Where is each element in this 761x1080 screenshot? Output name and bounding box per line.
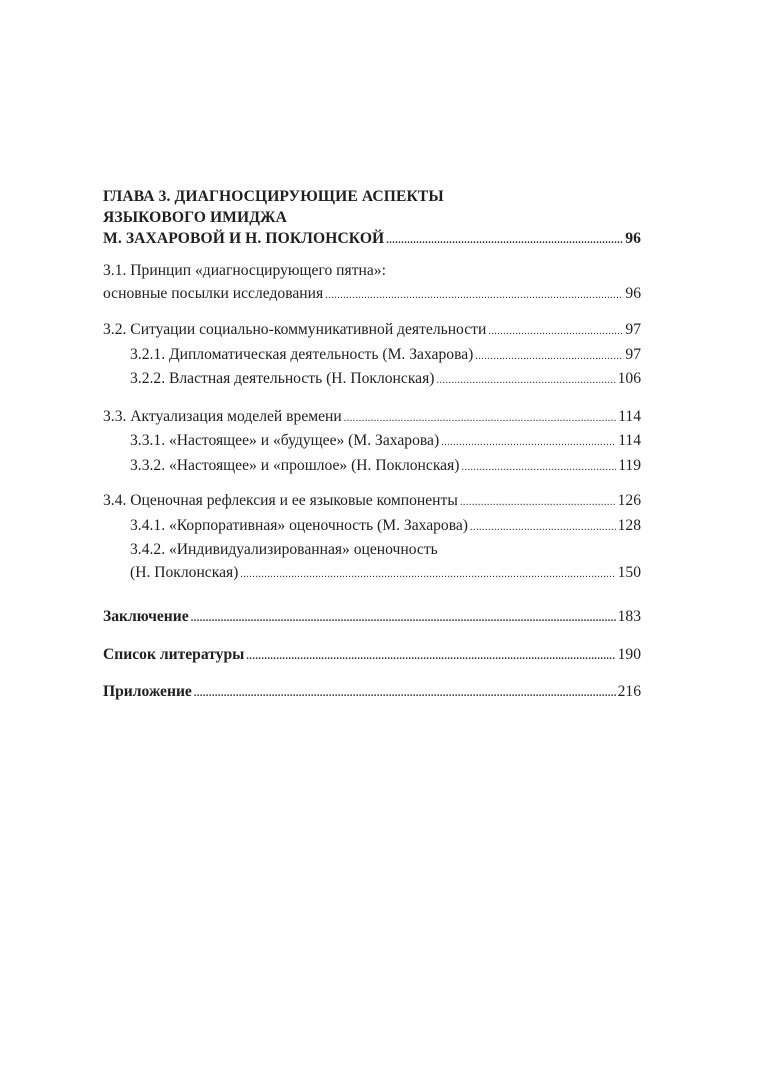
dot-leader bbox=[488, 321, 623, 344]
page-number: 106 bbox=[617, 370, 641, 387]
back-matter-title: Приложение bbox=[103, 683, 192, 700]
dot-leader bbox=[475, 346, 623, 369]
subsection-title: 3.4.1. «Корпоративная» оценочность (М. Захарова) bbox=[130, 516, 468, 534]
chapter-entry[interactable] bbox=[103, 228, 641, 251]
page-number: 96 bbox=[625, 284, 641, 302]
subsection-title: 3.2.1. Дипломатическая деятельность (М. Захарова) bbox=[130, 345, 474, 363]
page-number: 97 bbox=[625, 345, 641, 363]
section-3-4 bbox=[103, 490, 641, 586]
toc-subentry[interactable] bbox=[103, 539, 641, 586]
dot-leader bbox=[470, 517, 616, 540]
subsection-title: (Н. Поклонская) bbox=[130, 563, 239, 581]
back-matter-conclusion[interactable] bbox=[103, 606, 641, 631]
subsection-title: 3.2.2. Властная деятельность (Н. Поклонская) bbox=[130, 370, 435, 387]
back-matter-appendix[interactable] bbox=[103, 681, 641, 706]
toc-subentry[interactable] bbox=[103, 430, 641, 455]
subsection-title: 3.3.1. «Настоящее» и «будущее» (М. Захарова) bbox=[130, 432, 440, 449]
dot-leader bbox=[436, 370, 615, 393]
page-number: 150 bbox=[617, 563, 641, 581]
back-matter-title: Список литературы bbox=[103, 645, 245, 663]
dot-leader bbox=[461, 457, 616, 480]
dot-leader bbox=[441, 432, 616, 455]
back-matter-title: Заключение bbox=[103, 608, 189, 625]
toc-entry[interactable] bbox=[103, 490, 641, 515]
section-title-line-1: 3.1. Принцип «диагносцирующего пятна»: bbox=[103, 262, 386, 279]
page-number: 128 bbox=[617, 516, 641, 534]
page-number: 114 bbox=[618, 432, 641, 449]
toc-subentry[interactable] bbox=[103, 515, 641, 540]
chapter-heading bbox=[103, 186, 641, 251]
dot-leader bbox=[386, 230, 623, 251]
toc-subentry[interactable] bbox=[103, 368, 641, 393]
page-number: 97 bbox=[625, 321, 641, 338]
page-number: 216 bbox=[617, 683, 641, 700]
chapter-title-line-3: М. ЗАХАРОВОЙ И Н. ПОКЛОНСКОЙ bbox=[103, 230, 385, 247]
section-title: 3.4. Оценочная рефлексия и ее языковые компоненты bbox=[103, 492, 458, 509]
toc-subentry[interactable] bbox=[103, 455, 641, 480]
dot-leader bbox=[460, 492, 616, 515]
section-3-2 bbox=[103, 319, 641, 393]
toc-entry bbox=[103, 283, 641, 308]
dot-leader bbox=[325, 285, 623, 308]
page-number: 114 bbox=[618, 407, 641, 425]
toc-subentry[interactable] bbox=[103, 344, 641, 369]
dot-leader bbox=[344, 408, 616, 431]
toc-entry[interactable] bbox=[103, 406, 641, 431]
chapter-title-line-1: ГЛАВА 3. ДИАГНОСЦИРУЮЩИЕ АСПЕКТЫ bbox=[103, 188, 444, 205]
chapter-title-line-2: ЯЗЫКОВОГО ИМИДЖА bbox=[103, 209, 287, 226]
section-title: основные посылки исследования bbox=[103, 284, 324, 302]
section-title: 3.3. Актуализация моделей времени bbox=[103, 407, 342, 425]
page-number: 96 bbox=[625, 230, 641, 247]
dot-leader bbox=[246, 646, 615, 669]
dot-leader bbox=[191, 608, 616, 631]
page-number: 190 bbox=[617, 645, 641, 663]
section-3-3 bbox=[103, 406, 641, 480]
page-number: 183 bbox=[617, 608, 641, 625]
subsection-title: 3.3.2. «Настоящее» и «прошлое» (Н. Поклонская) bbox=[130, 456, 460, 474]
dot-leader bbox=[240, 564, 615, 587]
page-number: 126 bbox=[617, 492, 641, 509]
table-of-contents bbox=[103, 186, 641, 706]
dot-leader bbox=[194, 683, 616, 706]
page-number: 119 bbox=[618, 456, 641, 474]
back-matter-references[interactable] bbox=[103, 644, 641, 669]
section-title: 3.2. Ситуации социально-коммуникативной деятельности bbox=[103, 321, 487, 338]
toc-entry[interactable] bbox=[103, 319, 641, 344]
toc-entry-continuation bbox=[130, 562, 641, 587]
subsection-title-line-1: 3.4.2. «Индивидуализированная» оценочность bbox=[130, 541, 438, 558]
section-3-1[interactable] bbox=[103, 260, 641, 307]
